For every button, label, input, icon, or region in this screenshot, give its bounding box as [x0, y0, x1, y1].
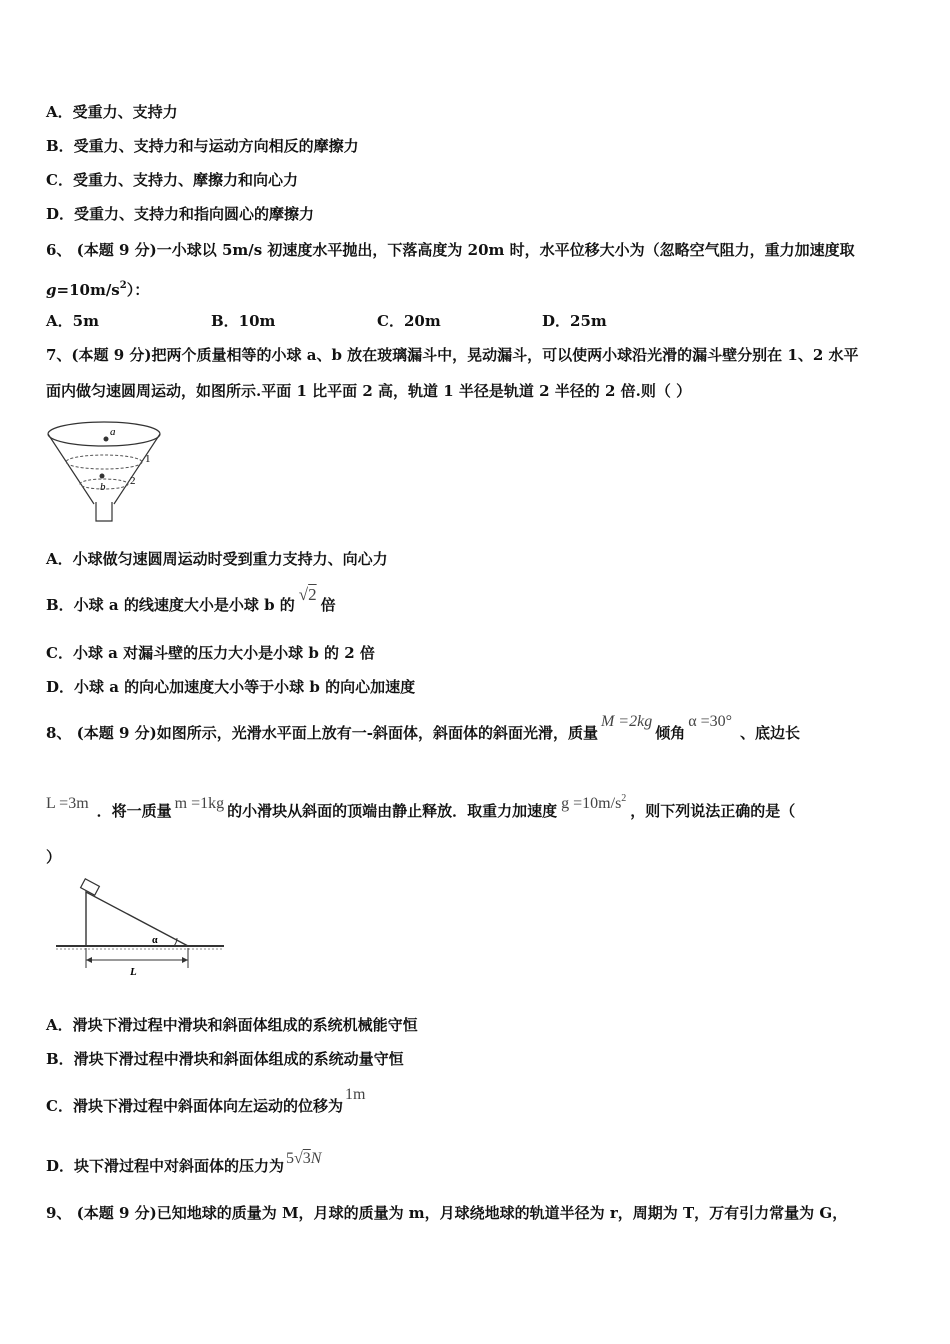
q7-option-a: A．小球做匀速圆周运动时受到重力支持力、向心力	[46, 550, 388, 568]
q8-gravity: $g =10m/s^2$	[561, 793, 627, 812]
q8-length-L: L =3m	[46, 795, 89, 812]
q6-g-value: =10m/s	[56, 281, 120, 299]
q8-alpha: α =30°	[688, 713, 733, 730]
sqrt-expression: √2	[298, 585, 317, 604]
q8-bottom-word: 、底边长	[740, 724, 801, 742]
q8-mid2: 的小滑块从斜面的顶端由静止释放．取重力加速度	[227, 802, 558, 820]
q8-mass-M: M =2kg	[600, 713, 653, 730]
q8-option-c	[46, 1086, 366, 1117]
q8-angle-word: 倾角	[655, 724, 686, 742]
q8-gravity-exponent: 2	[621, 793, 627, 804]
q8-option-a: A．滑块下滑过程中滑块和斜面体组成的系统机械能守恒	[46, 1016, 418, 1034]
q6-option-d: D．25m	[542, 312, 607, 330]
q7-stem-line2: 面内做匀速圆周运动，如图所示.平面 1 比平面 2 高，轨道 1 半径是轨道 2 半径的 2 倍.则（ ）	[46, 382, 692, 400]
q6-option-c: C．20m	[377, 312, 441, 330]
q8-option-d-value: 5√3N	[286, 1150, 322, 1167]
q8-option-c-text: C．滑块下滑过程中斜面体向左运动的位移为	[46, 1097, 343, 1115]
q6-option-a: A．5m	[46, 312, 99, 330]
q6-stem-line1: 6、 (本题 9 分)一小球以 5m/s 初速度水平抛出，下落高度为 20m 时，水平位移大小为（忽略空气阻力，重力加速度取	[46, 241, 855, 259]
q8-close-paren: ）	[46, 848, 62, 866]
q5-option-c: C．受重力、支持力、摩擦力和向心力	[46, 171, 298, 189]
q8-stem-line1	[46, 713, 801, 744]
q8-stem-start: 8、 (本题 9 分)如图所示，光滑水平面上放有一-斜面体，斜面体的斜面光滑，质量	[46, 724, 598, 742]
funnel-label-2: 2	[130, 475, 136, 487]
q7-option-b-text: B．小球 a 的线速度大小是小球 b 的	[46, 596, 295, 614]
q6-g-exponent: 2	[119, 280, 127, 291]
q6-stem-end: ）：	[126, 281, 150, 299]
q8-mass-m: m =1kg	[174, 795, 225, 812]
q8-stem-end: ，则下列说法正确的是（	[630, 802, 796, 820]
q8-option-d	[46, 1150, 322, 1177]
q8-option-d-text: D．块下滑过程中对斜面体的压力为	[46, 1157, 285, 1175]
q9-stem-line1: 9、 (本题 9 分)已知地球的质量为 M，月球的质量为 m，月球绕地球的轨道半径为 r，周期为 T，万有引力常量为 G，	[46, 1204, 848, 1222]
q7-option-b-suffix: 倍	[320, 596, 336, 614]
sqrt-radicand: 2	[308, 585, 317, 604]
incline-figure	[56, 878, 226, 978]
q5-option-a: A．受重力、支持力	[46, 103, 178, 121]
q5-option-b: B．受重力、支持力和与运动方向相反的摩擦力	[46, 137, 359, 155]
incline-label-alpha: α	[152, 935, 158, 946]
funnel-label-1: 1	[145, 453, 151, 465]
q7-option-d: D．小球 a 的向心加速度大小等于小球 b 的向心加速度	[46, 678, 416, 696]
q8-option-b: B．滑块下滑过程中滑块和斜面体组成的系统动量守恒	[46, 1050, 404, 1068]
funnel-figure	[44, 414, 168, 526]
q5-option-d: D．受重力、支持力和指向圆心的摩擦力	[46, 205, 315, 223]
q6-option-b: B．10m	[211, 312, 276, 330]
q7-stem-line1: 7、(本题 9 分)把两个质量相等的小球 a、b 放在玻璃漏斗中，晃动漏斗，可以使两小球沿光滑的漏斗壁分别在 1、2 水平	[46, 346, 859, 364]
q7-option-c: C．小球 a 对漏斗壁的压力大小是小球 b 的 2 倍	[46, 644, 375, 662]
funnel-label-a: a	[110, 426, 116, 438]
q8-mid1: ．将一质量	[96, 802, 172, 820]
q7-option-b	[46, 585, 336, 615]
q8-stem-line2	[46, 793, 796, 822]
q6-g-symbol: g	[46, 281, 57, 299]
funnel-label-b: b	[100, 481, 106, 493]
q6-stem-line2	[46, 276, 149, 300]
q8-option-c-value: 1m	[344, 1086, 366, 1103]
incline-label-L: L	[130, 966, 137, 978]
